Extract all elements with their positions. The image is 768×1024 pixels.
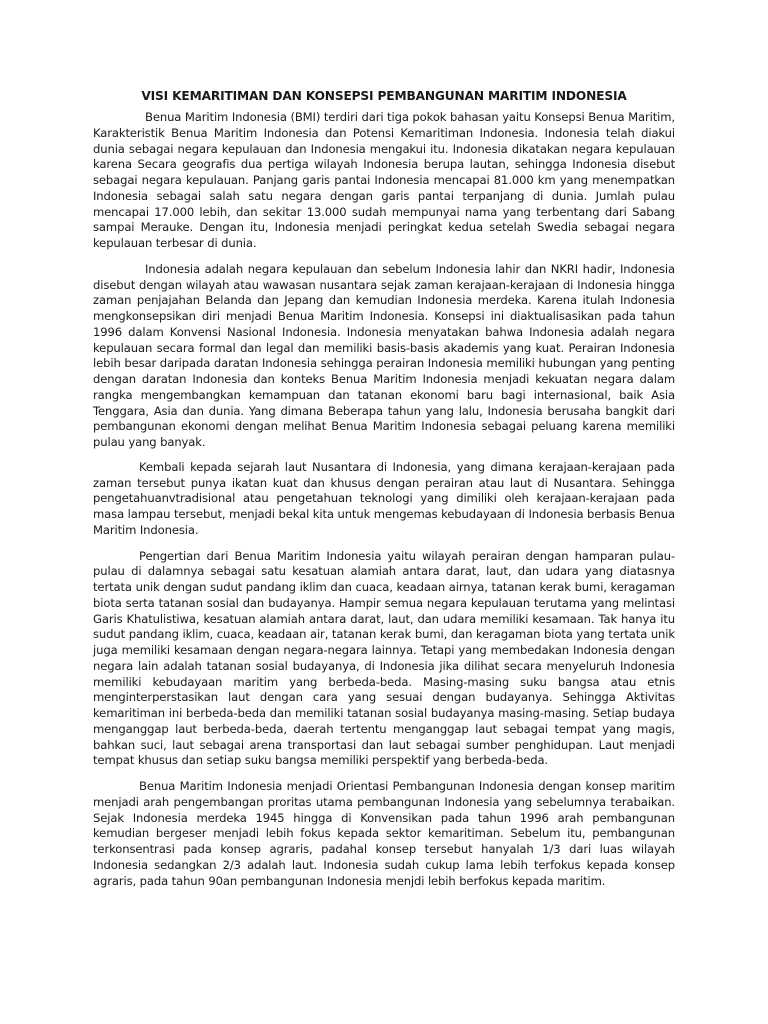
document-title: VISI KEMARITIMAN DAN KONSEPSI PEMBANGUNAN MARITIM INDONESIA [141,89,627,103]
paragraph-5: Benua Maritim Indonesia menjadi Orientasi Pembangunan Indonesia dengan konsep maritim menjadi arah pengembangan proritas utama pembangunan Indonesia yang sebelumnya terabaikan. Sejak Indonesia merdeka 1945 hingga di Konvensikan pada tahun 1996 arah pembangunan kemudian bergeser menjadi lebih fokus kepada sektor kemaritiman. Sebelum itu, pembangunan terkonsentrasi pada konsep agraris, padahal konsep tersebut hanyalah 1/3 dari luas wilayah Indonesia sedangkan 2/3 adalah laut. Indonesia sudah cukup lama lebih terfokus kepada konsep agraris, pada tahun 90an pembangunan Indonesia menjdi lebih berfokus kepada maritim. [93,779,675,888]
paragraph-3: Kembali kepada sejarah laut Nusantara di Indonesia, yang dimana kerajaan-kerajaan pada zaman tersebut punya ikatan kuat dan khusus dengan perairan atau laut di Nusantara. Sehingga pengetahuanvtradisional atau pengetahuan teknologi yang dimiliki oleh kerajaan-kerajaan pada masa lampau tersebut, menjadi bekal kita untuk mengemas kebudayaan di Indonesia berbasis Benua Maritim Indonesia. [93,459,675,537]
document-page [93,88,675,899]
paragraph-4: Pengertian dari Benua Maritim Indonesia yaitu wilayah perairan dengan hamparan pulau-pulau di dalamnya sebagai satu kesatuan alamiah antara darat, laut, dan udara yang diatasnya tertata unik dengan sudut pandang iklim dan cuaca, keadaan airnya, tatanan kerak bumi, keragaman biota serta tatanan sosial dan budayanya. Hampir semua negara kepulauan terutama yang melintasi Garis Khatulistiwa, kesatuan alamiah antara darat, laut, dan udara memiliki kesamaan. Tak hanya itu sudut pandang iklim, cuaca, keadaan air, tatanan kerak bumi, dan keragaman biota yang tertata unik juga memiliki kesamaan dengan negara-negara lainnya. Tetapi yang membedakan Indonesia dengan negara lain adalah tatanan sosial budayanya, di Indonesia jika dilihat secara menyeluruh Indonesia memiliki kebudayaan maritim yang berbeda-beda. Masing-masing suku bangsa atau etnis menginterperstasikan laut dengan cara yang sesuai dengan budayanya. Sehingga Aktivitas kemaritiman ini berbeda-beda dan memiliki tatanan sosial budayanya masing-masing. Setiap budaya menganggap laut berbeda-beda, daerah tertentu menganggap laut sebagai tempat yang magis, bahkan suci, laut sebagai arena transportasi dan laut sebagai sumber penghidupan. Laut menjadi tempat khusus dan setiap suku bangsa memiliki perspektif yang berbeda-beda. [93,548,675,768]
paragraph-2: Indonesia adalah negara kepulauan dan sebelum Indonesia lahir dan NKRI hadir, Indonesia disebut dengan wilayah atau wawasan nusantara sejak zaman kerajaan-kerajaan di Indonesia hingga zaman penjajahan Belanda dan Jepang dan kemudian Indonesia merdeka. Karena itulah Indonesia mengkonsepsikan diri menjadi Benua Maritim Indonesia. Konsepsi ini diaktualisasikan pada tahun 1996 dalam Konvensi Nasional Indonesia. Indonesia menyatakan bahwa Indonesia adalah negara kepulauan secara formal dan legal dan memiliki basis-basis akademis yang kuat. Perairan Indonesia lebih besar daripada daratan Indonesia sehingga perairan Indonesia memiliki hubungan yang penting dengan daratan Indonesia dan konteks Benua Maritim Indonesia menjadi kekuatan negara dalam rangka mengembangkan kemampuan dan tatanan ekonomi baru bagi internasional, baik Asia Tenggara, Asia dan dunia. Yang dimana Beberapa tahun yang lalu, Indonesia berusaha bangkit dari pembangunan ekonomi dengan melihat Benua Maritim Indonesia sebagai peluang karena memiliki pulau yang banyak. [93,261,675,449]
paragraph-1: Benua Maritim Indonesia (BMI) terdiri dari tiga pokok bahasan yaitu Konsepsi Benua Maritim, Karakteristik Benua Maritim Indonesia dan Potensi Kemaritiman Indonesia. Indonesia telah diakui dunia sebagai negara kepulauan dan Indonesia mengakui itu. Indonesia dikatakan negara kepulauan karena Secara geografis dua pertiga wilayah Indonesia berupa lautan, sehingga Indonesia disebut sebagai negara kepulauan. Panjang garis pantai Indonesia mencapai 81.000 km yang menempatkan Indonesia sebagai salah satu negara dengan garis pantai terpanjang di dunia. Jumlah pulau mencapai 17.000 lebih, dan sekitar 13.000 sudah mempunyai nama yang terbentang dari Sabang sampai Merauke. Dengan itu, Indonesia menjadi peringkat kedua setelah Swedia sebagai negara kepulauan terbesar di dunia. [93,110,675,250]
